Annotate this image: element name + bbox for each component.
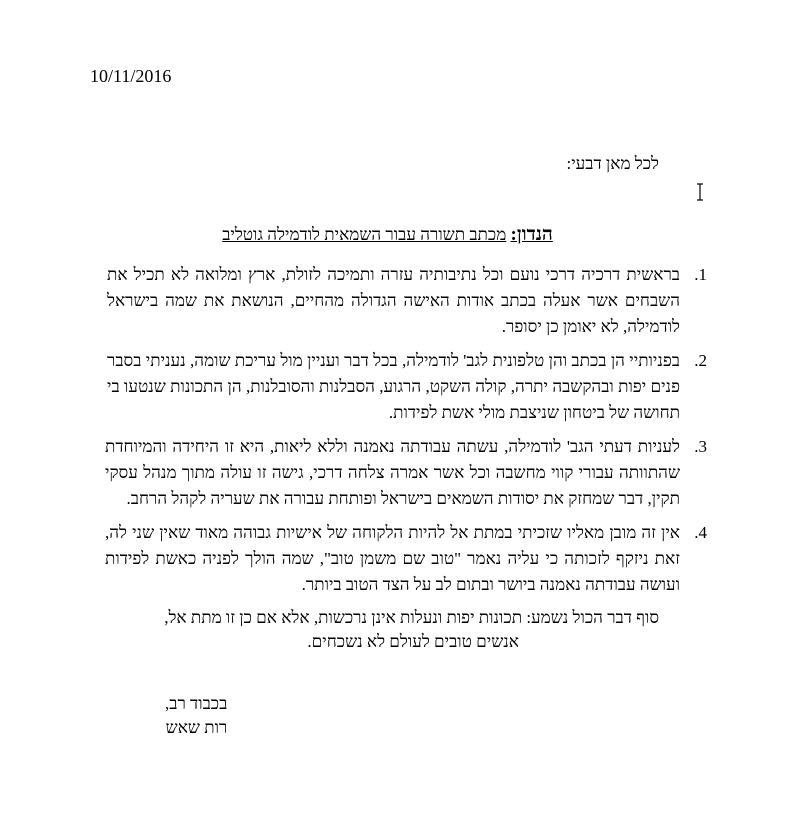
subject-label: הנדון:: [510, 224, 553, 245]
letter-date: 10/11/2016: [90, 66, 172, 86]
paragraph-text: לעניות דעתי הגב' לודמילה, עשתה עבודתה נאמנה וללא ליאות, היא זו היחידה והמיוחדת שהתוותה עבורי קווי מחשבה וכל אשר אמרה צלחה דרכי, גישה זו עולה מתוך מנהל עסקי תקין, דבר שמחזק את יסודות השמאים בישראל ופותחת עבורה את שעריה לקהל הרחב.: [105, 437, 680, 508]
paragraph-text: בפניותיי הן בכתב והן טלפונית לגב' לודמילה, בכל דבר ועניין מול עריכת שומה, נעניתי בסבר פנים יפות ובהקשבה יתרה, קולה השקט, הרגוע, הסבלנות והסובלנות, הן התכונות שנטעו בי תחושה של ביטחון שניצבת מולי אשת לפידות.: [107, 351, 680, 422]
paragraph-text: אין זה מובן מאליו שזכיתי במתת אל להיות הלקוחה של אישיות גבוהה מאוד שאין שני לה, זאת ניזקף לזכותה כי עליה נאמר "טוב שם משמן טוב", שמה הולך לפניה כאשת לפידות ועושה עבודתה נאמנה ביושר ובתום לב על הצד הטוב ביותר.: [105, 523, 680, 594]
paragraph-number: 4.: [694, 523, 707, 542]
subject-text: מכתב תשורה עבור השמאית לודמילה גוטליב: [222, 225, 507, 244]
closing-line-1: סוף דבר הכול נשמע: תכונות יפות ונעלות אינן נרכשות, אלא אם כן זו מתת אל,: [164, 608, 659, 627]
text-cursor-icon: [694, 182, 706, 202]
signer-name: רות שאש: [165, 718, 228, 737]
paragraph-4: [105, 520, 707, 598]
paragraph-number: 1.: [694, 265, 707, 284]
closing-statement: [119, 606, 659, 654]
paragraph-number: 2.: [694, 351, 707, 370]
paragraph-1: [107, 262, 707, 340]
regards-text: בכבוד רב,: [165, 694, 228, 713]
signature-block: [165, 692, 227, 740]
paragraph-text: בראשית דרכיה דרכי נועם וכל נתיבותיה עזרה ותמיכה לזולת, ארץ ומלואה לא תכיל את השבחים אשר אעלה בכתב אודות האישה הגדולה מהחיים, הנושאת את שמה בישראל לודמילה, לא יאומן כן יסופר.: [107, 265, 680, 336]
closing-line-2: אנשים טובים לעולם לא נשכחים.: [307, 632, 519, 651]
greeting: לכל מאן דבעי:: [566, 154, 659, 173]
paragraph-number: 3.: [694, 437, 707, 456]
subject-line: [0, 224, 775, 246]
paragraph-2: [107, 348, 707, 426]
paragraph-3: [105, 434, 707, 512]
